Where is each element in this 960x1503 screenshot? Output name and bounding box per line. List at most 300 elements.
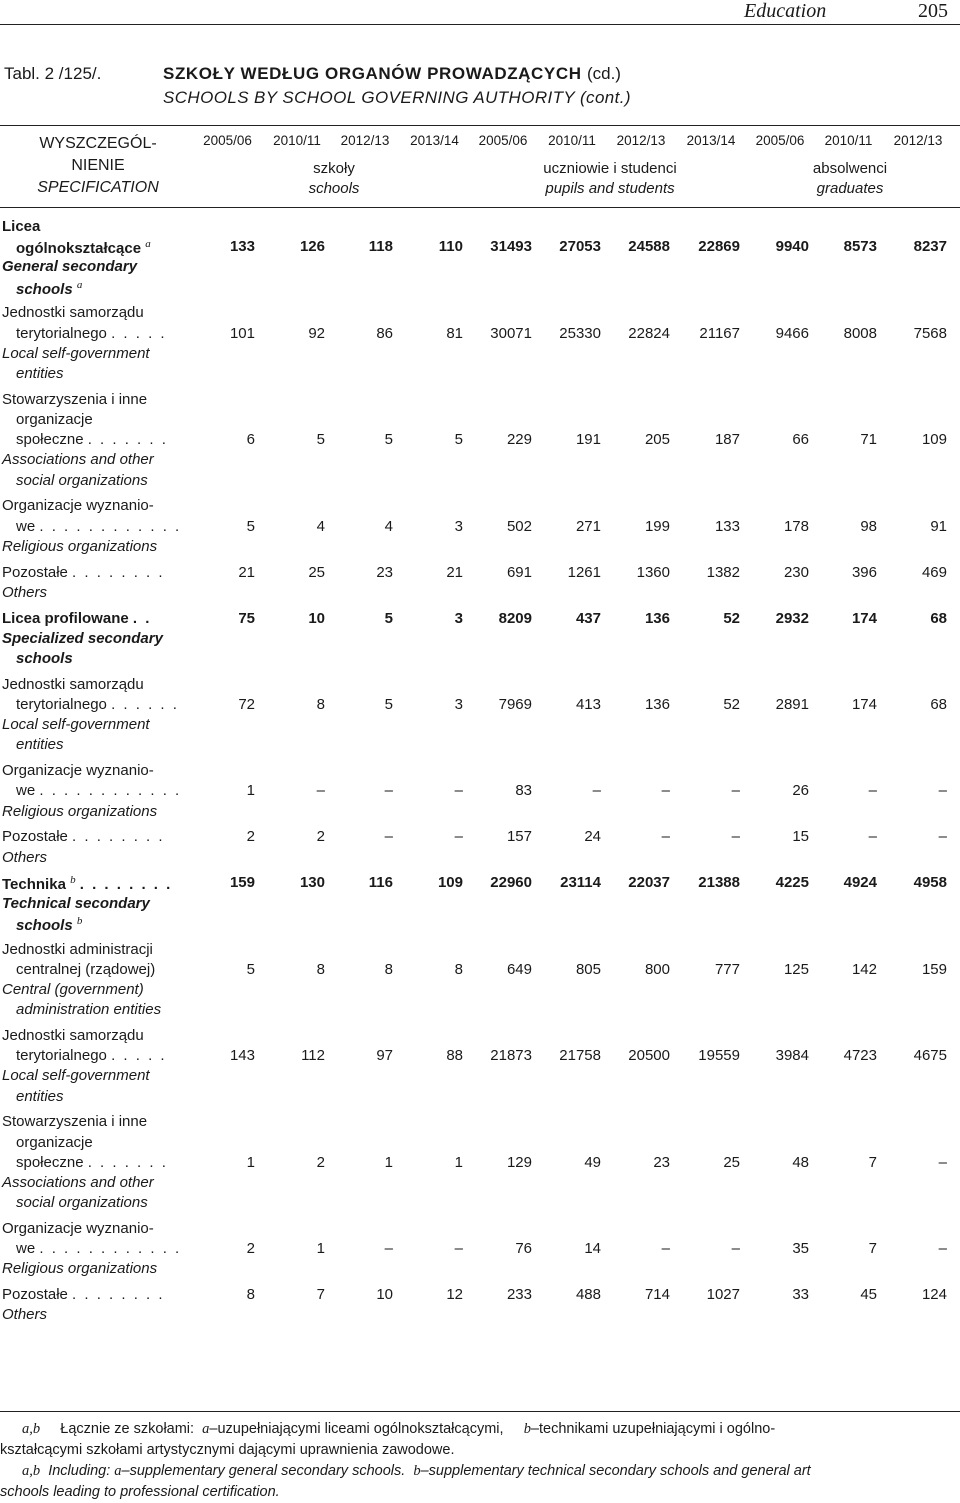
table-bottom-rule xyxy=(0,1411,960,1412)
table-cell: 92 xyxy=(308,324,325,342)
row-label-text: Pozostałe xyxy=(2,563,68,581)
header-top-rule xyxy=(0,125,960,126)
table-cell: 133 xyxy=(714,517,740,535)
row-label-text: Specialized secondary xyxy=(2,629,163,647)
table-cell: 229 xyxy=(506,431,532,449)
table-cell: 2 xyxy=(316,1153,325,1171)
row-label-en xyxy=(16,365,64,382)
table-cell: – xyxy=(384,782,393,800)
leader-dots: . . . . . . . xyxy=(87,1153,168,1171)
table-cell: 469 xyxy=(921,563,947,581)
table-cell: 22824 xyxy=(628,324,670,342)
table-cell: 691 xyxy=(506,563,532,581)
table-cell: 7 xyxy=(316,1286,325,1304)
table-cell: 52 xyxy=(723,696,740,713)
table-cell: 98 xyxy=(860,517,877,535)
row-label-text: Licea xyxy=(2,218,41,235)
table-cell: 26 xyxy=(792,782,809,800)
table-cell: 5 xyxy=(384,431,393,449)
table-cell: 4225 xyxy=(775,874,809,892)
leader-dots: . . . . . . . . xyxy=(72,563,165,581)
row-label-en xyxy=(2,630,163,647)
row-label-text: entities xyxy=(16,736,64,754)
table-cell: 9940 xyxy=(775,238,809,256)
table-cell: 174 xyxy=(851,609,877,627)
table-cell: 5 xyxy=(316,431,325,449)
table-cell: 8209 xyxy=(498,609,532,627)
leader-dots: . . . . . . . . . . . . xyxy=(39,782,182,800)
row-label-en xyxy=(2,258,137,275)
table-cell: 1382 xyxy=(706,563,740,581)
table-cell: 230 xyxy=(783,563,809,581)
row-label-en xyxy=(2,584,47,601)
table-cell: 1261 xyxy=(567,563,601,581)
table-cell: – xyxy=(938,828,947,846)
row-label-en xyxy=(16,1001,161,1018)
table-cell: 800 xyxy=(644,960,670,978)
row-label-text: Others xyxy=(2,583,48,601)
row-label-pl xyxy=(16,431,168,448)
row-label-text: Associations and other xyxy=(2,451,154,469)
table-cell: 1 xyxy=(246,782,255,800)
row-label-pl xyxy=(2,391,147,408)
table-cell: 21873 xyxy=(490,1047,532,1065)
table-cell: 143 xyxy=(229,1047,255,1065)
group-header-en: graduates xyxy=(816,180,884,197)
row-label-en xyxy=(2,981,144,998)
table-cell: 126 xyxy=(299,238,325,256)
table-cell: 205 xyxy=(644,431,670,449)
table-cell: 1 xyxy=(246,1153,255,1171)
table-cell: 8 xyxy=(454,960,463,978)
table-cell: 91 xyxy=(930,517,947,535)
table-cell: 7 xyxy=(868,1153,877,1171)
row-label-en xyxy=(16,1088,64,1105)
spec-pl-line1: WYSZCZEGÓL- xyxy=(39,135,157,152)
table-cell: 136 xyxy=(644,696,670,713)
row-label-pl xyxy=(16,961,155,978)
specification-header xyxy=(4,133,192,199)
table-cell: 6 xyxy=(246,431,255,449)
table-cell: 4924 xyxy=(843,874,877,892)
table-cell: 413 xyxy=(575,696,601,713)
year-header: 2013/14 xyxy=(686,133,736,148)
row-label-pl xyxy=(2,497,154,514)
row-label-pl xyxy=(16,1240,181,1257)
table-cell: 3 xyxy=(454,609,463,627)
row-label-en xyxy=(16,472,148,489)
footnote-pl-line2: kształcącymi szkołami artystycznymi dającymi uprawnienia zawodowe. xyxy=(0,1442,455,1458)
table-cell: 9466 xyxy=(775,324,809,342)
table-cell: 2891 xyxy=(775,696,809,713)
table-cell: – xyxy=(731,828,740,846)
table-cell: 83 xyxy=(515,782,532,800)
row-label-pl xyxy=(2,564,165,581)
table-cell: 116 xyxy=(368,874,393,892)
table-cell: 1027 xyxy=(706,1286,740,1304)
table-cell: 68 xyxy=(930,609,947,627)
row-label-text: centralnej (rządowej) xyxy=(16,960,156,978)
table-cell: – xyxy=(938,782,947,800)
table-cell: 2932 xyxy=(775,609,809,627)
row-label-pl xyxy=(2,610,151,627)
year-header: 2012/13 xyxy=(340,133,390,148)
row-label-en xyxy=(16,915,82,934)
year-header: 2013/14 xyxy=(410,133,459,148)
table-cell: 649 xyxy=(506,960,532,978)
table-cell: 23 xyxy=(376,563,393,581)
table-cell: 8 xyxy=(246,1286,255,1304)
table-cell: – xyxy=(731,782,740,800)
table-cell: 109 xyxy=(921,431,947,449)
header-bottom-rule xyxy=(0,207,960,208)
table-cell: 23 xyxy=(653,1153,670,1171)
row-label-en xyxy=(2,451,154,468)
table-title-en: SCHOOLS BY SCHOOL GOVERNING AUTHORITY (cont.) xyxy=(163,88,631,107)
table-cell: 81 xyxy=(446,324,463,342)
table-cell: 22037 xyxy=(628,874,670,892)
row-label-text: administration entities xyxy=(16,1001,162,1019)
table-cell: 133 xyxy=(229,238,255,256)
footnote-marker: a xyxy=(145,238,151,251)
footnote-en-line1: a,b Including: a–supplementary general secondary schools. b–supplementary technical secondary schools and general art xyxy=(22,1463,811,1479)
table-cell: 45 xyxy=(860,1286,877,1304)
row-label-pl xyxy=(16,1047,167,1064)
page-number: 205 xyxy=(918,0,948,22)
table-cell: 3984 xyxy=(775,1047,809,1065)
row-label-pl xyxy=(2,1286,165,1303)
table-cell: – xyxy=(454,828,463,846)
table-cell: 5 xyxy=(246,960,255,978)
spec-pl-line2: NIENIE xyxy=(71,157,125,174)
row-label-text: Associations and other xyxy=(2,1174,154,1191)
table-cell: 52 xyxy=(723,609,740,627)
table-cell: 76 xyxy=(515,1240,532,1258)
table-cell: 4723 xyxy=(843,1047,877,1065)
row-label-pl xyxy=(2,874,172,893)
group-header-pl: uczniowie i studenci xyxy=(543,160,677,177)
table-cell: 233 xyxy=(506,1286,532,1304)
table-cell: 8573 xyxy=(843,238,877,256)
row-label-en xyxy=(2,803,157,820)
row-label-text: Organizacje wyznanio- xyxy=(2,497,154,515)
footnote-marker: a xyxy=(76,278,83,291)
row-label-text: Local self-government xyxy=(2,1067,150,1085)
row-label-text: organizacje xyxy=(16,1133,93,1151)
row-label-text: społeczne xyxy=(16,1153,84,1171)
table-cell: 24 xyxy=(584,828,601,846)
row-label-text: Organizacje wyznanio- xyxy=(2,762,154,780)
table-cell: 21388 xyxy=(698,874,740,892)
row-label-en xyxy=(2,1174,154,1191)
leader-dots: . . . . . . . . . . . . xyxy=(39,1240,182,1258)
row-label-text: Jednostki samorządu xyxy=(2,304,144,322)
table-cell: 4 xyxy=(316,517,325,535)
table-cell: 22960 xyxy=(490,874,532,892)
table-cell: 8 xyxy=(316,696,325,713)
table-cell: 437 xyxy=(575,609,601,627)
table-cell: 49 xyxy=(584,1153,601,1171)
row-label-text: terytorialnego xyxy=(16,696,107,713)
row-label-text: Stowarzyszenia i inne xyxy=(2,1113,148,1131)
row-label-en xyxy=(2,1067,150,1084)
row-label-text: Licea profilowane xyxy=(2,609,129,627)
spec-en: SPECIFICATION xyxy=(37,179,159,196)
table-cell: – xyxy=(384,1240,393,1258)
row-label-text: Religious organizations xyxy=(2,1260,158,1278)
table-cell: 21167 xyxy=(699,324,740,342)
table-cell: 21758 xyxy=(559,1047,601,1065)
table-cell: 159 xyxy=(921,960,947,978)
table-cell: 23114 xyxy=(560,874,601,892)
row-label-text: terytorialnego xyxy=(16,1047,107,1065)
row-label-pl xyxy=(2,762,154,779)
group-header-pl: absolwenci xyxy=(812,160,888,177)
table-cell: 14 xyxy=(584,1240,601,1258)
table-cell: 33 xyxy=(792,1286,809,1304)
table-cell: 777 xyxy=(714,960,740,978)
row-label-text: we xyxy=(16,1240,36,1258)
footnote-marker: b xyxy=(76,914,83,927)
table-cell: 72 xyxy=(238,696,255,713)
table-cell: 159 xyxy=(229,874,255,892)
row-label-text: entities xyxy=(16,365,64,382)
row-label-pl xyxy=(2,1027,144,1044)
table-cell: – xyxy=(661,828,670,846)
row-label-pl xyxy=(2,304,144,321)
table-cell: 88 xyxy=(446,1047,463,1065)
table-cell: 110 xyxy=(438,238,463,256)
table-cell: – xyxy=(661,782,670,800)
row-label-pl xyxy=(2,941,153,958)
table-cell: 1360 xyxy=(636,563,670,581)
group-header-en: pupils and students xyxy=(545,180,675,197)
table-cell: 8237 xyxy=(913,238,947,256)
table-cell: 7969 xyxy=(498,696,532,713)
table-cell: 10 xyxy=(376,1286,393,1304)
row-label-text: Technical secondary xyxy=(2,894,150,912)
table-cell: 68 xyxy=(930,696,947,713)
table-cell: 112 xyxy=(301,1047,325,1065)
table-cell: – xyxy=(938,1240,947,1258)
table-cell: 3 xyxy=(454,517,463,535)
row-label-text: Stowarzyszenia i inne xyxy=(2,390,148,408)
row-label-text: organizacje xyxy=(16,411,93,428)
table-cell: 21 xyxy=(446,563,463,581)
table-cell: 10 xyxy=(308,609,325,627)
row-label-pl xyxy=(2,1113,147,1130)
leader-dots: . . . . . . . xyxy=(87,431,168,449)
table-number: Tabl. 2 /125/. xyxy=(4,64,102,83)
leader-dots: . . . . . . . . xyxy=(72,828,165,846)
table-cell: 129 xyxy=(506,1153,532,1171)
row-label-text: Pozostałe xyxy=(2,828,68,846)
table-cell: 5 xyxy=(246,517,255,535)
row-label-pl xyxy=(16,782,181,799)
table-cell: 5 xyxy=(384,609,393,627)
row-label-en xyxy=(2,1306,47,1323)
row-label-pl xyxy=(16,238,151,257)
row-label-text: entities xyxy=(16,1087,64,1105)
table-cell: 12 xyxy=(446,1286,463,1304)
row-label-text: Local self-government xyxy=(2,344,150,362)
row-label-text: Organizacje wyznanio- xyxy=(2,1220,154,1237)
table-cell: 97 xyxy=(376,1047,393,1065)
row-label-pl xyxy=(2,676,144,693)
table-cell: – xyxy=(938,1153,947,1171)
table-cell: 1 xyxy=(316,1240,325,1258)
table-cell: 157 xyxy=(506,828,532,846)
table-cell: 86 xyxy=(376,324,393,342)
row-label-text: Local self-government xyxy=(2,716,150,734)
table-cell: 27053 xyxy=(559,238,601,256)
table-cell: 124 xyxy=(921,1286,947,1304)
table-cell: 20500 xyxy=(628,1047,670,1065)
row-label-text: Pozostałe xyxy=(2,1286,68,1304)
table-cell: 396 xyxy=(851,563,877,581)
table-cell: 75 xyxy=(238,609,255,627)
row-label-en xyxy=(2,345,150,362)
year-header: 2005/06 xyxy=(478,133,528,148)
footnote-marker: b xyxy=(70,874,76,887)
row-label-en xyxy=(16,279,82,298)
year-header: 2012/13 xyxy=(893,133,943,148)
table-cell: 8 xyxy=(316,960,325,978)
table-cell: 199 xyxy=(644,517,670,535)
table-cell: 109 xyxy=(437,874,463,892)
row-label-text: social organizations xyxy=(16,1194,148,1212)
table-cell: 271 xyxy=(575,517,601,535)
year-header: 2005/06 xyxy=(203,133,252,148)
row-label-pl xyxy=(16,518,181,535)
table-cell: 25 xyxy=(308,563,325,581)
group-header xyxy=(748,159,952,199)
table-cell: 187 xyxy=(714,431,740,449)
table-cell: 142 xyxy=(851,960,877,978)
row-label-text: Technika xyxy=(2,876,66,894)
row-label-text: Religious organizations xyxy=(2,537,158,555)
table-cell: 4 xyxy=(384,517,393,535)
table-cell: 22869 xyxy=(698,238,740,256)
table-cell: 805 xyxy=(575,960,601,978)
table-cell: 21 xyxy=(238,563,255,581)
row-label-text: Jednostki administracji xyxy=(2,940,153,958)
row-label-en xyxy=(2,1260,157,1277)
leader-dots: . . . . . . . . xyxy=(72,1286,165,1304)
table-cell: 136 xyxy=(644,609,670,627)
table-cell: 31493 xyxy=(490,238,532,256)
leader-dots: . . . . . . xyxy=(111,696,179,713)
table-cell: 130 xyxy=(299,874,325,892)
row-label-text: Others xyxy=(2,848,48,866)
row-label-en xyxy=(16,650,73,667)
table-cell: – xyxy=(384,828,393,846)
table-cell: 2 xyxy=(246,828,255,846)
table-cell: 5 xyxy=(384,696,393,713)
row-label-text: Jednostki samorządu xyxy=(2,675,144,693)
table-cell: 35 xyxy=(792,1240,809,1258)
row-label-text: ogólnokształcące xyxy=(16,240,142,258)
section-title: Education xyxy=(744,0,827,22)
row-label-text: Central (government) xyxy=(2,981,144,998)
row-label-text: schools xyxy=(16,280,73,298)
table-cell: 1 xyxy=(384,1153,393,1171)
table-cell: 178 xyxy=(783,517,809,535)
row-label-en xyxy=(2,895,150,912)
table-cell: 71 xyxy=(860,431,877,449)
table-cell: 4675 xyxy=(913,1047,947,1065)
row-label-pl xyxy=(16,696,179,713)
row-label-text: schools xyxy=(16,650,73,667)
table-cell: 8 xyxy=(384,960,393,978)
row-label-en xyxy=(16,736,64,753)
group-header xyxy=(472,159,748,199)
table-cell: 2 xyxy=(246,1240,255,1258)
table-cell: 8008 xyxy=(843,324,877,342)
year-header: 2005/06 xyxy=(755,133,805,148)
leader-dots: . . . . . xyxy=(111,324,167,342)
table-cell: 48 xyxy=(792,1153,809,1171)
row-label-pl xyxy=(16,1154,168,1171)
table-cell: 101 xyxy=(229,324,255,342)
table-cell: – xyxy=(868,782,877,800)
row-label-text: społeczne xyxy=(16,431,84,449)
table-cell: 7568 xyxy=(913,324,947,342)
table-cell: 25 xyxy=(723,1153,740,1171)
table-cell: 25330 xyxy=(559,324,601,342)
row-label-pl xyxy=(16,1134,93,1151)
leader-dots: . . . . . . . . xyxy=(79,876,173,894)
leader-dots: . . . . . xyxy=(111,1047,167,1065)
leader-dots: . . . . . . . . . . . . xyxy=(39,517,182,535)
row-label-pl xyxy=(16,325,167,342)
table-cell: – xyxy=(454,782,463,800)
row-label-text: schools xyxy=(16,916,73,934)
table-cell: 125 xyxy=(783,960,809,978)
table-cell: 2 xyxy=(316,828,325,846)
table-cell: 1 xyxy=(454,1153,463,1171)
row-label-pl xyxy=(2,1220,154,1237)
row-label-en xyxy=(2,538,157,555)
table-cell: 66 xyxy=(792,431,809,449)
table-cell: 15 xyxy=(792,828,809,846)
row-label-text: social organizations xyxy=(16,471,148,489)
table-cell: – xyxy=(592,782,601,800)
row-label-en xyxy=(2,716,150,733)
row-label-text: terytorialnego xyxy=(16,324,107,342)
group-header xyxy=(196,159,472,199)
table-cell: 30071 xyxy=(490,324,532,342)
table-cell: 7 xyxy=(868,1240,877,1258)
table-cell: 24588 xyxy=(628,238,670,256)
row-label-text: Religious organizations xyxy=(2,802,158,820)
table-cell: 118 xyxy=(368,238,393,256)
year-header: 2010/11 xyxy=(824,133,873,148)
table-cell: – xyxy=(454,1240,463,1258)
group-header-pl: szkoły xyxy=(313,160,355,177)
row-label-text: Others xyxy=(2,1306,48,1324)
table-cell: – xyxy=(731,1240,740,1258)
table-title-pl: SZKOŁY WEDŁUG ORGANÓW PROWADZĄCYCH (cd.) xyxy=(163,64,621,83)
table-cell: 3 xyxy=(454,696,463,713)
row-label-en xyxy=(16,1194,148,1211)
row-label-text: Jednostki samorządu xyxy=(2,1027,144,1044)
table-cell: 488 xyxy=(575,1286,601,1304)
row-label-pl xyxy=(2,218,40,235)
table-cell: 5 xyxy=(454,431,463,449)
group-header-en: schools xyxy=(308,180,360,197)
row-label-pl xyxy=(2,828,165,845)
